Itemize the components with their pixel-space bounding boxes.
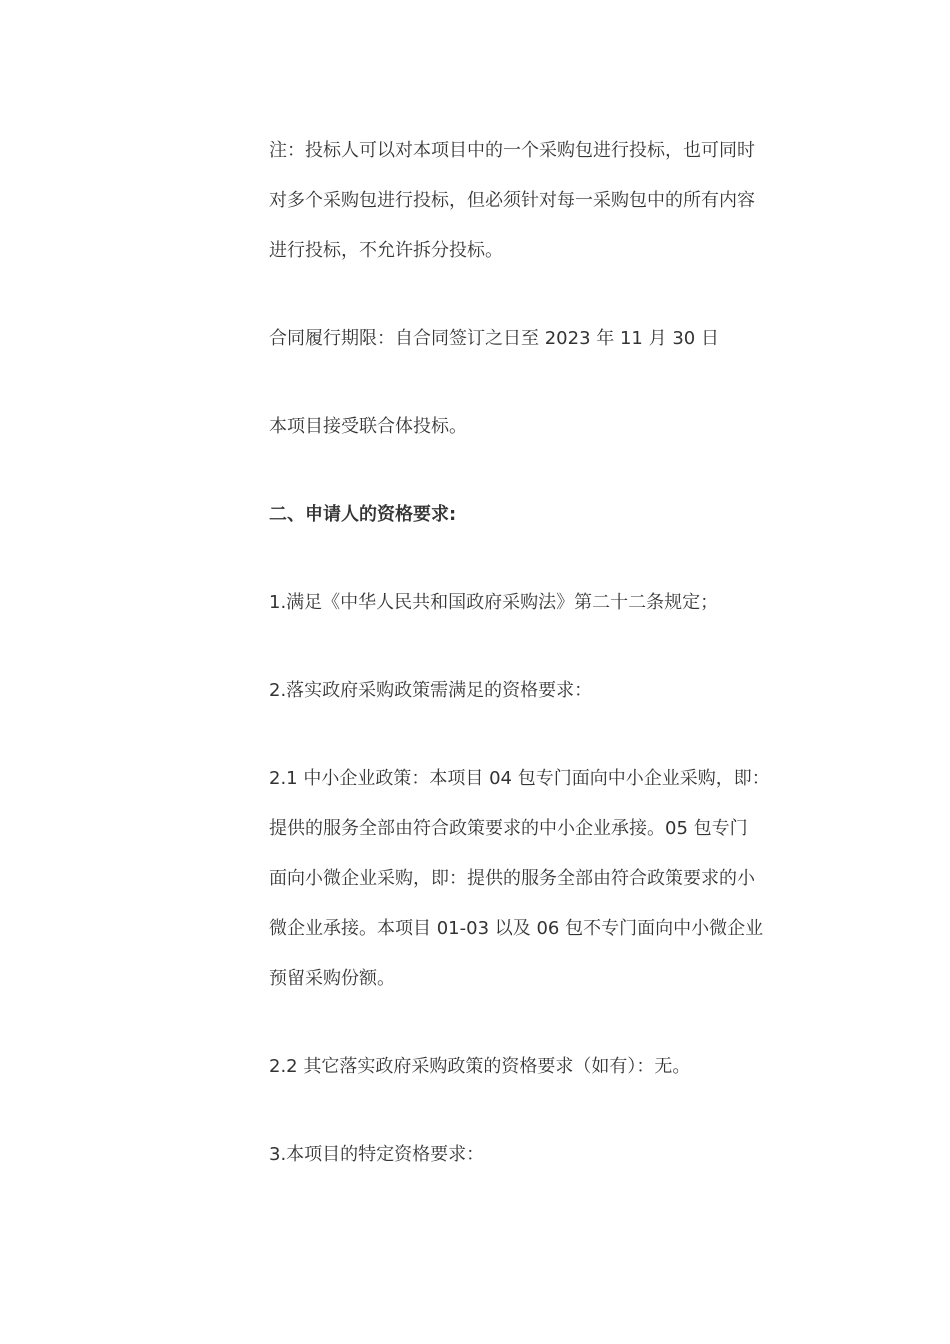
text-line: 2.2 其它落实政府采购政策的资格要求（如有）：无。 — [269, 1056, 691, 1077]
text-line: 微企业承接。本项目 01-03 以及 06 包不专门面向中小微企业 — [269, 918, 764, 939]
text-line: 进行投标，不允许拆分投标。 — [269, 240, 503, 261]
section-heading-qualifications — [269, 490, 794, 540]
paragraph-requirement-2-2 — [269, 1042, 794, 1092]
paragraph-bid-note — [269, 126, 794, 276]
text-line: 本项目接受联合体投标。 — [269, 416, 467, 437]
text-line: 面向小微企业采购，即：提供的服务全部由符合政策要求的小 — [269, 868, 755, 889]
paragraph-requirement-3 — [269, 1130, 794, 1180]
text-line: 3.本项目的特定资格要求： — [269, 1144, 485, 1165]
text-line: 2.1 中小企业政策：本项目 04 包专门面向中小企业采购，即： — [269, 768, 770, 789]
paragraph-contract-period — [269, 314, 794, 364]
text-line: 预留采购份额。 — [269, 968, 395, 989]
paragraph-requirement-2 — [269, 666, 794, 716]
paragraph-requirement-1 — [269, 578, 794, 628]
paragraph-requirement-2-1 — [269, 754, 794, 1004]
text-line: 2.落实政府采购政策需满足的资格要求： — [269, 680, 593, 701]
document-body — [269, 126, 794, 1180]
paragraph-consortium — [269, 402, 794, 452]
text-line: 1.满足《中华人民共和国政府采购法》第二十二条规定； — [269, 592, 719, 613]
text-line: 对多个采购包进行投标，但必须针对每一采购包中的所有内容 — [269, 190, 755, 211]
text-line: 合同履行期限：自合同签订之日至 2023 年 11 月 30 日 — [269, 328, 719, 349]
text-line: 提供的服务全部由符合政策要求的中小企业承接。05 包专门 — [269, 818, 748, 839]
text-line: 注：投标人可以对本项目中的一个采购包进行投标，也可同时 — [269, 140, 755, 161]
heading-text: 二、申请人的资格要求: — [269, 504, 457, 525]
